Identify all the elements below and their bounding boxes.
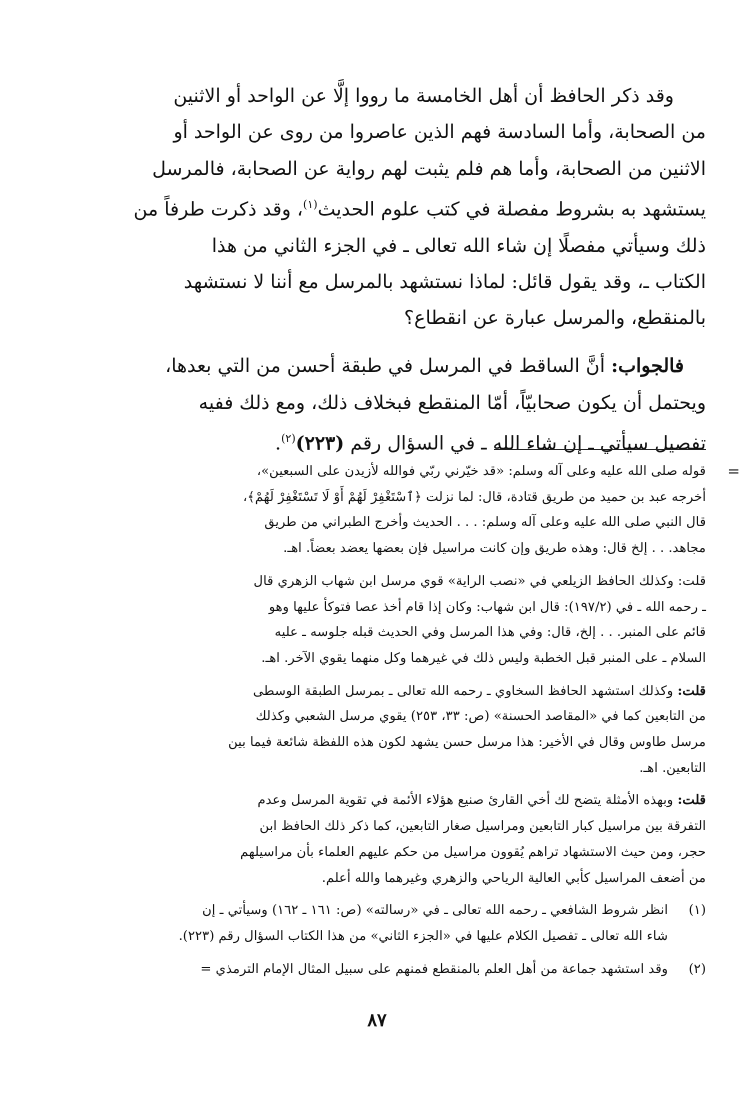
fn-zaylai-line-1: قلت: وكذلك الحافظ الزيلعي في «نصب الراية» قوي مرسل ابن شهاب الزهري قال xyxy=(253,573,706,589)
p2-line-2: ويحتمل أن يكون صحابيّاً، أمّا المنقطع فبخلاف ذلك، ومع ذلك ففيه xyxy=(198,391,706,414)
footnotes xyxy=(60,459,740,989)
footnote-1 xyxy=(60,898,706,949)
p2-line-3-end: . xyxy=(275,432,282,455)
fn-conclusion-line-4: من أضعف المراسيل كأبي العالية الرياحي والزهري وغيرهما والله أعلم. xyxy=(321,870,706,886)
footnote-continuation-text xyxy=(60,459,706,562)
footnote-ref-2: (٢) xyxy=(281,432,296,445)
fn-sakhawi-lead: قلت: xyxy=(677,683,706,699)
footnote-conclusion-text xyxy=(60,788,706,891)
p1-line-7: بالمنقطع، والمرسل عبارة عن انقطاع؟ xyxy=(404,307,706,330)
p1-line-6: الكتاب ـ، وقد يقول قائل: لماذا نستشهد بالمرسل مع أننا لا نستشهد xyxy=(183,270,706,293)
fn-sakhawi-line-1: وكذلك استشهد الحافظ السخاوي ـ رحمه الله تعالى ـ بمرسل الطبقة الوسطى xyxy=(253,683,678,699)
p1-line-5: ذلك وسيأتي مفصلًا إن شاء الله تعالى ـ في الجزء الثاني من هذا xyxy=(211,234,706,257)
p1-line-4b: ، وقد ذكرت طرفاً من xyxy=(133,198,304,221)
question-number: (٢٢٣) xyxy=(295,432,345,455)
footnote-2-text xyxy=(60,957,668,983)
footnote-zaylai-text xyxy=(60,569,706,672)
footnote-block-zaylai xyxy=(60,569,706,672)
fn1-line-2: شاء الله تعالى ـ تفصيل الكلام عليها في «الجزء الثاني» من هذا الكتاب السؤال رقم (٢٢٣). xyxy=(178,928,668,944)
p1-line-1: وقد ذكر الحافظ أن أهل الخامسة ما رووا إلَّا عن الواحد أو الاثنين xyxy=(173,85,674,107)
fn-zaylai-line-4: السلام ـ على المنبر قبل الخطبة وليس ذلك في غيرهما وكل منهما يقوي الآخر. اهـ. xyxy=(261,650,706,666)
p1-line-3: الاثنين من الصحابة، وأما هم فلم يثبت لهم رواية عن الصحابة، فالمرسل xyxy=(152,157,706,180)
fn-sakhawi-line-4: التابعين. اهـ. xyxy=(639,760,706,776)
footnote-continuation-block xyxy=(60,459,740,562)
fn-conclusion-line-1: وبهذه الأمثلة يتضح لك أخي القارئ صنيع هؤلاء الأئمة في تقوية المرسل وعدم xyxy=(257,793,678,809)
fn-sakhawi-line-2: من التابعين كما في «المقاصد الحسنة» (ص: ٣٣، ٢٥٣) يقوي مرسل الشعبي وكذلك xyxy=(255,709,706,725)
fn-conclusion-line-3: حجر، ومن حيث الاستشهاد تراهم يُقوون مراسيل من حكم عليهم العلماء بأن مراسيلهم xyxy=(240,844,706,860)
fn-zaylai-line-3: قائم على المنبر. . . إلخ، قال: وفي هذا المرسل وفي الحديث قبله جلوسه ـ عليه xyxy=(274,625,706,641)
p2-line-1: أنَّ الساقط في المرسل في طبقة أحسن من التي بعدها، xyxy=(165,355,612,378)
answer-lead: فالجواب: xyxy=(611,355,684,378)
footnote-1-text xyxy=(60,898,668,949)
footnote-sakhawi-text xyxy=(60,679,706,782)
p2-line-3a: تفصيل سيأتي ـ إن شاء الله ـ في السؤال رقم xyxy=(344,432,706,455)
continuation-mark: = xyxy=(727,462,740,480)
footnote-1-number: (١) xyxy=(688,903,706,919)
fn2-line-1: وقد استشهد جماعة من أهل العلم بالمنقطع فمنهم على سبيل المثال الإمام الترمذي = xyxy=(200,961,668,977)
fn-sakhawi-line-3: مرسل طاوس وقال في الأخير: هذا مرسل حسن يشهد لكون هذه اللفظة شائعة فيما بين xyxy=(228,735,706,751)
fn1-line-1: انظر شروط الشافعي ـ رحمه الله تعالى ـ في «رسالته» (ص: ١٦١ ـ ١٦٢) وسيأتي ـ إن xyxy=(202,903,668,919)
page-number: ٨٧ xyxy=(367,1010,387,1031)
fn-cont-line-3: قال النبي صلى الله عليه وعلى آله وسلم: . . . الحديث وأخرج الطبراني من طريق xyxy=(264,515,706,531)
p1-line-4a: يستشهد به بشروط مفصلة في كتب علوم الحديث xyxy=(317,198,706,221)
footnote-block-conclusion xyxy=(60,788,706,891)
fn-conclusion-line-2: التفرقة بين مراسيل كبار التابعين ومراسيل صغار التابعين، كما ذكر ذلك الحافظ ابن xyxy=(259,819,706,835)
fn-zaylai-line-2: ـ رحمه الله ـ في (١٩٧/٢): قال ابن شهاب: وكان إذا قام أخذ عصا فتوكأ عليها وهو xyxy=(268,599,706,615)
fn-conclusion-lead: قلت: xyxy=(677,793,706,809)
main-text xyxy=(60,78,706,462)
footnote-divider xyxy=(494,449,706,450)
paragraph-2 xyxy=(60,348,706,461)
p1-line-2: من الصحابة، وأما السادسة فهم الذين عاصروا من روى عن الواحد أو xyxy=(173,121,706,144)
footnote-2 xyxy=(60,957,706,983)
footnote-block-sakhawi xyxy=(60,679,706,782)
fn-cont-line-4: مجاهد. . . إلخ قال: وهذه طريق وإن كانت مراسيل فإن بعضها يعضد بعضاً. اهـ. xyxy=(283,541,706,557)
footnote-2-number: (٢) xyxy=(688,961,706,977)
footnote-ref-1: (١) xyxy=(303,197,318,211)
paragraph-1 xyxy=(60,78,706,336)
fn-cont-line-2: أخرجه عبد بن حميد من طريق قتادة، قال: لما نزلت ﴿ٱسْتَغْفِرْ لَهُمْ أَوْ لَا تَسْتَغْفِرْ لَهُمْ﴾، xyxy=(243,489,706,505)
fn-cont-line-1: قوله صلى الله عليه وعلى آله وسلم: «قد خيّرني ربّي فوالله لأزيدن على السبعين»، xyxy=(256,464,706,479)
